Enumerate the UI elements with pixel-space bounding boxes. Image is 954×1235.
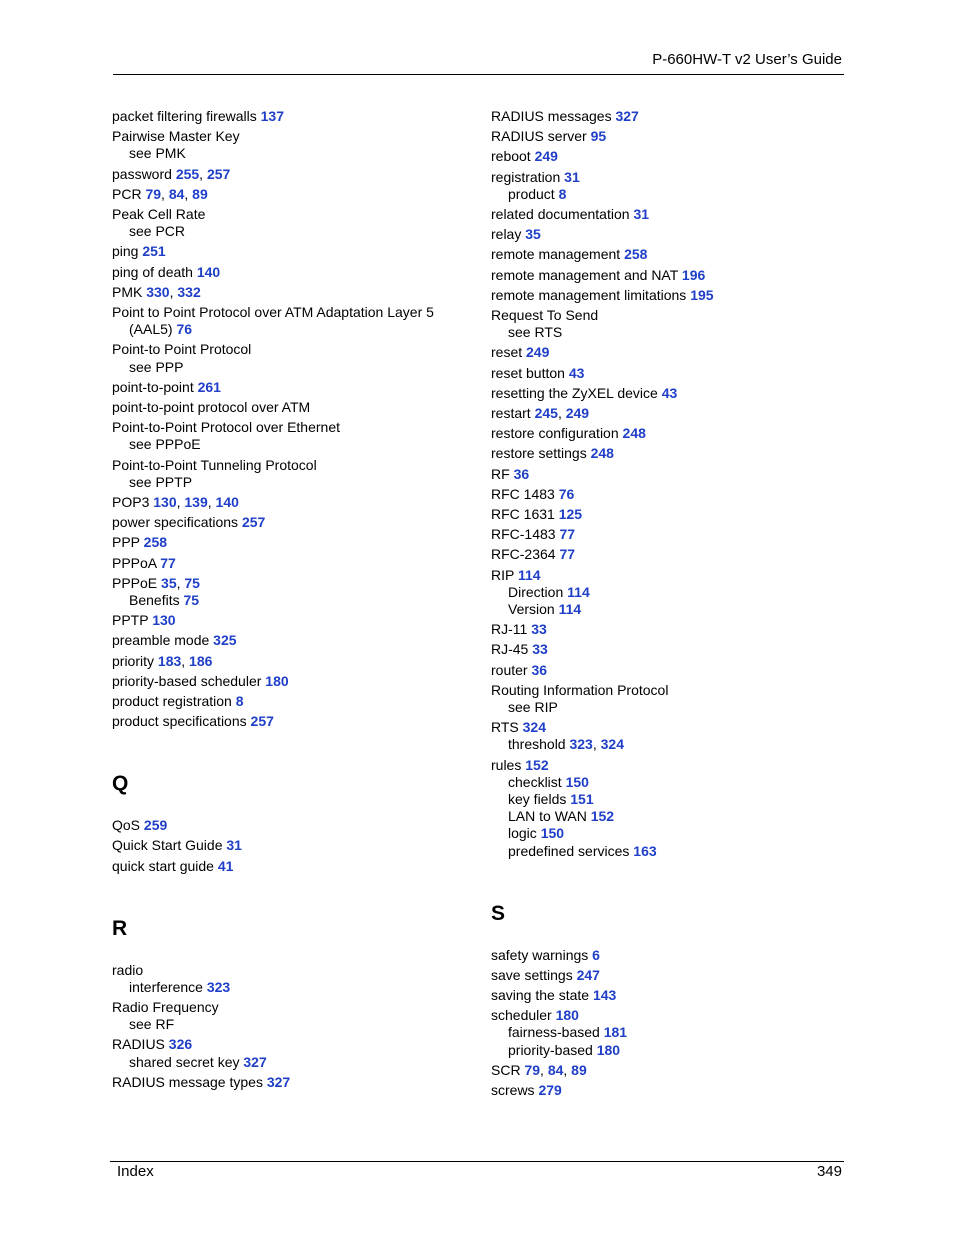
- page-link[interactable]: 6: [592, 946, 600, 963]
- index-letter-heading: R: [112, 916, 128, 940]
- page-link[interactable]: 150: [565, 773, 589, 790]
- index-entry: [112, 514, 472, 531]
- page-link[interactable]: 150: [540, 825, 565, 842]
- page-link[interactable]: 125: [558, 506, 583, 522]
- index-entry: [112, 264, 472, 281]
- index-subentry: [508, 791, 868, 808]
- index-entry: [112, 1074, 472, 1091]
- index-entry: [491, 506, 851, 523]
- index-entry: [112, 108, 472, 125]
- index-entry: [491, 108, 851, 125]
- index-subentry: [508, 699, 868, 716]
- index-term: Point-to-Point Protocol over Ethernet: [112, 419, 341, 436]
- index-term: screws: [491, 1082, 535, 1098]
- index-term: fairness-based: [508, 1024, 600, 1041]
- index-term: POP3: [112, 494, 150, 510]
- index-term: LAN to WAN: [508, 808, 587, 825]
- page-separator: ,: [169, 283, 178, 300]
- page-link[interactable]: 35: [525, 226, 541, 243]
- index-entry: [112, 555, 472, 572]
- index-term: key fields: [508, 791, 567, 807]
- page-link[interactable]: 151: [570, 791, 594, 807]
- page-link[interactable]: 323: [569, 736, 593, 753]
- page-link[interactable]: 8: [235, 693, 244, 709]
- index-entry: [112, 166, 472, 183]
- index-entry: [491, 486, 851, 503]
- index-subentry: [129, 145, 489, 162]
- page-link[interactable]: 8: [558, 185, 567, 202]
- index-term: logic: [508, 825, 537, 842]
- index-term: Version: [508, 601, 555, 617]
- page-link[interactable]: 139: [184, 494, 208, 510]
- index-entry: [491, 246, 851, 263]
- page-link[interactable]: 140: [215, 494, 239, 510]
- index-subentry: [508, 843, 868, 860]
- page-link[interactable]: 114: [558, 601, 582, 617]
- index-letter-heading: Q: [112, 772, 129, 796]
- index-term: safety warnings: [491, 946, 589, 963]
- page-link[interactable]: 186: [189, 652, 213, 669]
- index-term: RFC 1483: [491, 485, 555, 502]
- index-subentry: [129, 592, 489, 609]
- index-term: see PPP: [129, 358, 184, 375]
- page-link[interactable]: 196: [681, 266, 706, 283]
- index-term: checklist: [508, 773, 562, 790]
- page-link[interactable]: 77: [559, 546, 576, 563]
- index-subentry: [508, 186, 868, 203]
- index-term: threshold: [508, 736, 566, 753]
- index-term: product registration: [112, 693, 232, 709]
- index-term: see PMK: [129, 145, 186, 162]
- page-link[interactable]: 258: [624, 246, 648, 263]
- index-entry: [112, 612, 472, 629]
- index-term: PPTP: [112, 612, 149, 629]
- page-separator: ,: [592, 736, 601, 753]
- footer-section-name: Index: [117, 1163, 154, 1180]
- page-link[interactable]: 77: [160, 554, 176, 571]
- index-term: RTS: [491, 719, 519, 736]
- index-term: save settings: [491, 966, 573, 983]
- page-link[interactable]: 249: [565, 405, 590, 421]
- index-term: power specifications: [112, 514, 239, 531]
- page-link[interactable]: 249: [534, 148, 558, 165]
- page-link[interactable]: 327: [243, 1053, 267, 1070]
- index-entry: [112, 534, 472, 551]
- index-entry: [491, 169, 851, 186]
- index-entry: [491, 267, 851, 284]
- index-subentry: [508, 736, 868, 753]
- index-term: PCR: [112, 185, 142, 202]
- index-term: password: [112, 165, 172, 182]
- page-separator: ,: [176, 494, 185, 510]
- index-entry: [112, 962, 472, 979]
- index-term: see RIP: [508, 699, 558, 715]
- page-link[interactable]: 35: [161, 574, 177, 591]
- index-entry: [491, 445, 851, 462]
- index-subentry: [508, 1024, 868, 1041]
- index-entry: [112, 999, 472, 1016]
- index-subentry: [129, 474, 489, 491]
- index-term: quick start guide: [112, 857, 214, 874]
- index-entry: [491, 1062, 851, 1079]
- index-entry: [112, 713, 472, 730]
- page-link[interactable]: 183: [157, 652, 182, 669]
- index-term: RJ-11: [491, 621, 528, 638]
- page-separator: ,: [557, 405, 566, 421]
- index-term: Peak Cell Rate: [112, 206, 206, 222]
- index-term: RADIUS messages: [491, 108, 612, 124]
- index-subentry: [129, 321, 489, 338]
- index-term: Radio Frequency: [112, 999, 219, 1015]
- header-divider: [113, 74, 844, 75]
- index-entry: [491, 662, 851, 679]
- index-entry: [112, 341, 472, 358]
- page-link[interactable]: 180: [265, 672, 289, 689]
- page-link[interactable]: 247: [576, 966, 600, 983]
- page-link[interactable]: 89: [571, 1061, 587, 1078]
- index-term: priority: [112, 652, 155, 669]
- index-entry: [491, 385, 851, 402]
- index-term: Point-to-Point Tunneling Protocol: [112, 456, 317, 473]
- index-term: PPPoA: [112, 554, 157, 571]
- index-entry: [112, 206, 472, 223]
- page-separator: ,: [563, 1061, 572, 1078]
- page-link[interactable]: 152: [590, 808, 615, 825]
- page-link[interactable]: 325: [213, 632, 237, 649]
- index-term: RADIUS server: [491, 128, 587, 145]
- index-term: Benefits: [129, 592, 180, 608]
- page-link[interactable]: 143: [592, 987, 617, 1003]
- index-subentry: [129, 223, 489, 240]
- index-entry: [491, 405, 851, 422]
- index-term: restore configuration: [491, 425, 619, 442]
- page-link[interactable]: 181: [603, 1024, 628, 1041]
- index-subentry: [129, 979, 489, 996]
- index-term: RJ-45: [491, 641, 529, 658]
- index-entry: [112, 379, 472, 396]
- index-subentry: [508, 825, 868, 842]
- page-link[interactable]: 255: [175, 165, 200, 182]
- page-link[interactable]: 75: [183, 592, 200, 608]
- index-term: remote management limitations: [491, 286, 687, 303]
- page-link[interactable]: 180: [555, 1007, 579, 1024]
- index-term: product: [508, 185, 555, 202]
- index-entry: [112, 419, 472, 436]
- page-link[interactable]: 279: [538, 1082, 562, 1098]
- index-entry: [112, 673, 472, 690]
- index-term: product specifications: [112, 713, 247, 730]
- index-entry: [491, 621, 851, 638]
- index-entry: [112, 128, 472, 145]
- index-term: reboot: [491, 148, 531, 165]
- page-link[interactable]: 130: [152, 612, 176, 629]
- index-entry: [491, 546, 851, 563]
- index-entry: [491, 987, 851, 1004]
- index-term: RADIUS: [112, 1036, 165, 1053]
- page-link[interactable]: 327: [266, 1073, 291, 1090]
- index-term: Request To Send: [491, 307, 599, 323]
- page-link[interactable]: 140: [196, 263, 221, 280]
- page-link[interactable]: 43: [568, 364, 585, 381]
- index-term: ping: [112, 243, 139, 260]
- page-link[interactable]: 152: [525, 756, 549, 773]
- index-entry: [112, 399, 472, 416]
- page-link[interactable]: 257: [206, 165, 231, 182]
- index-term: see PPPoE: [129, 436, 201, 453]
- index-entry: [491, 719, 851, 736]
- index-term: resetting the ZyXEL device: [491, 384, 658, 401]
- index-term: predefined services: [508, 842, 630, 859]
- page-separator: ,: [181, 652, 190, 669]
- index-entry: [112, 632, 472, 649]
- index-entry: [491, 365, 851, 382]
- page-link[interactable]: 163: [633, 842, 657, 859]
- index-term: packet filtering firewalls: [112, 108, 257, 124]
- page-link[interactable]: 76: [558, 485, 575, 502]
- index-entry: [491, 344, 851, 361]
- page-separator: ,: [184, 185, 193, 202]
- index-term: remote management and NAT: [491, 266, 679, 283]
- footer-page-number: 349: [816, 1163, 842, 1180]
- page-link[interactable]: 248: [622, 425, 646, 442]
- index-term: shared secret key: [129, 1053, 240, 1070]
- page-link[interactable]: 137: [260, 108, 284, 124]
- index-entry: [112, 817, 472, 834]
- index-term: Point to Point Protocol over ATM Adaptation Layer 5: [112, 304, 434, 320]
- page-link[interactable]: 324: [600, 736, 624, 753]
- index-subentry: [129, 359, 489, 376]
- index-term: priority-based scheduler: [112, 672, 262, 689]
- index-entry: [112, 186, 472, 203]
- index-subentry: [129, 1016, 489, 1033]
- index-term: Point-to Point Protocol: [112, 341, 252, 358]
- index-subentry: [508, 1042, 868, 1059]
- page-separator: ,: [207, 494, 216, 510]
- index-entry: [112, 243, 472, 260]
- index-term: saving the state: [491, 987, 590, 1003]
- index-entry: [491, 947, 851, 964]
- index-term: (AAL5): [129, 321, 173, 338]
- index-term: RF: [491, 465, 510, 482]
- index-term: see RTS: [508, 324, 563, 341]
- page-link[interactable]: 332: [177, 283, 201, 300]
- index-entry: [491, 148, 851, 165]
- index-entry: [112, 457, 472, 474]
- page-link[interactable]: 248: [590, 445, 614, 462]
- index-term: radio: [112, 961, 144, 978]
- index-term: priority-based: [508, 1041, 593, 1058]
- index-term: RIP: [491, 566, 515, 583]
- index-term: restore settings: [491, 445, 587, 462]
- index-term: reset button: [491, 364, 565, 381]
- index-term: see PPTP: [129, 473, 193, 490]
- footer-divider: [110, 1161, 844, 1162]
- index-term: Direction: [508, 583, 564, 600]
- index-term: preamble mode: [112, 632, 210, 649]
- index-term: restart: [491, 405, 531, 421]
- index-term: Quick Start Guide: [112, 837, 223, 854]
- page-separator: ,: [199, 165, 207, 182]
- page-link[interactable]: 249: [526, 344, 550, 361]
- index-term: ping of death: [112, 263, 193, 280]
- index-entry: [491, 307, 851, 324]
- page-link[interactable]: 114: [567, 583, 590, 600]
- index-term: registration: [491, 168, 561, 185]
- index-entry: [112, 304, 472, 321]
- page-link[interactable]: 95: [590, 128, 607, 145]
- page-separator: ,: [161, 185, 169, 202]
- page-link[interactable]: 257: [250, 713, 274, 730]
- index-term: RFC-1483: [491, 526, 556, 543]
- index-term: point-to-point protocol over ATM: [112, 399, 311, 415]
- index-term: point-to-point: [112, 378, 194, 395]
- index-term: router: [491, 661, 528, 678]
- page-link[interactable]: 33: [532, 641, 548, 658]
- index-entry: [491, 567, 851, 584]
- page-link[interactable]: 114: [517, 566, 541, 583]
- page-link[interactable]: 77: [559, 526, 576, 543]
- page-link[interactable]: 43: [661, 384, 678, 401]
- index-entry: [112, 653, 472, 670]
- index-term: reset: [491, 344, 523, 361]
- page-link[interactable]: 258: [143, 534, 168, 551]
- page-link[interactable]: 41: [217, 857, 234, 874]
- page-link[interactable]: 257: [241, 514, 266, 531]
- index-entry: [112, 693, 472, 710]
- index-term: RFC-2364: [491, 546, 556, 563]
- index-term: remote management: [491, 246, 621, 263]
- index-term: see RF: [129, 1016, 175, 1033]
- page-link[interactable]: 31: [226, 837, 242, 854]
- index-term: QoS: [112, 817, 141, 834]
- index-entry: [491, 128, 851, 145]
- index-entry: [112, 837, 472, 854]
- page-separator: ,: [540, 1061, 548, 1078]
- page-link[interactable]: 31: [633, 206, 650, 222]
- index-term: PMK: [112, 283, 143, 300]
- index-entry: [491, 287, 851, 304]
- page-link[interactable]: 76: [176, 321, 193, 338]
- index-subentry: [129, 436, 489, 453]
- page-link[interactable]: 261: [197, 378, 221, 395]
- page-link[interactable]: 75: [184, 574, 200, 591]
- index-subentry: [508, 774, 868, 791]
- index-entry: [491, 466, 851, 483]
- page-link[interactable]: 326: [168, 1036, 193, 1053]
- page-link[interactable]: 84: [547, 1061, 564, 1078]
- page-link[interactable]: 31: [564, 168, 580, 185]
- page-link[interactable]: 251: [142, 243, 166, 260]
- page-link[interactable]: 84: [168, 185, 185, 202]
- page-link[interactable]: 245: [534, 405, 558, 421]
- index-term: relay: [491, 226, 522, 243]
- index-term: RFC 1631: [491, 506, 555, 522]
- page-link[interactable]: 327: [615, 108, 639, 124]
- index-subentry: [508, 601, 868, 618]
- index-entry: [491, 1007, 851, 1024]
- index-term: PPP: [112, 534, 140, 551]
- page-link[interactable]: 36: [513, 465, 530, 482]
- index-term: Routing Information Protocol: [491, 681, 669, 698]
- index-term: rules: [491, 756, 522, 773]
- index-entry: [491, 425, 851, 442]
- index-entry: [112, 1036, 472, 1053]
- page-link[interactable]: 323: [206, 978, 231, 995]
- page-link[interactable]: 36: [531, 661, 548, 678]
- page-link[interactable]: 33: [531, 621, 547, 638]
- index-entry: [491, 226, 851, 243]
- index-term: RADIUS message types: [112, 1073, 263, 1090]
- index-entry: [491, 682, 851, 699]
- page-link[interactable]: 89: [192, 185, 208, 202]
- page-link[interactable]: 79: [524, 1061, 541, 1078]
- index-term: Pairwise Master Key: [112, 128, 240, 145]
- index-subentry: [508, 324, 868, 341]
- index-term: related documentation: [491, 206, 630, 222]
- index-entry: [491, 641, 851, 658]
- index-term: PPPoE: [112, 574, 158, 591]
- index-term: scheduler: [491, 1007, 552, 1024]
- index-term: see PCR: [129, 223, 186, 240]
- index-entry: [491, 1082, 851, 1099]
- page-link[interactable]: 79: [145, 185, 162, 202]
- index-letter-heading: S: [491, 901, 506, 925]
- page-link[interactable]: 195: [690, 286, 714, 303]
- page-link[interactable]: 180: [596, 1041, 621, 1058]
- index-entry: [112, 494, 472, 511]
- document-title: P-660HW-T v2 User’s Guide: [652, 51, 842, 68]
- index-term: interference: [129, 978, 203, 995]
- page-link[interactable]: 324: [522, 719, 546, 736]
- page-link[interactable]: 130: [153, 494, 177, 510]
- index-entry: [491, 526, 851, 543]
- index-entry: [112, 575, 472, 592]
- index-subentry: [508, 584, 868, 601]
- index-entry: [491, 967, 851, 984]
- page-separator: ,: [176, 574, 185, 591]
- page-link[interactable]: 259: [143, 817, 168, 834]
- index-entry: [491, 206, 851, 223]
- index-subentry: [508, 808, 868, 825]
- index-subentry: [129, 1054, 489, 1071]
- index-entry: [491, 757, 851, 774]
- page-link[interactable]: 330: [146, 283, 170, 300]
- index-term: SCR: [491, 1061, 521, 1078]
- index-entry: [112, 858, 472, 875]
- index-entry: [112, 284, 472, 301]
